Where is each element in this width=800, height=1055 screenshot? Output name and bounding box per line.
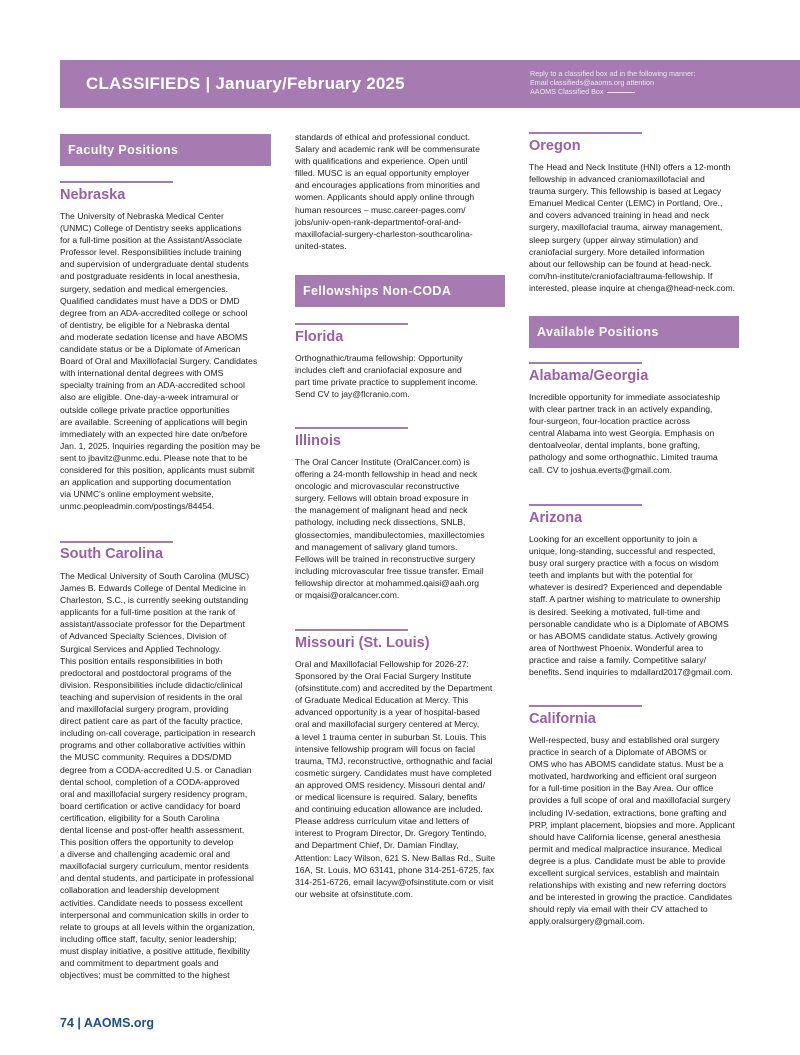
listing-body-florida — [295, 352, 478, 400]
listing-line: advanced opportunity is a year of hospital-based — [295, 707, 480, 718]
listing-line: predoctoral and postdoctoral programs of the — [60, 667, 232, 678]
listing-line: considered for this position, applicants must submit — [60, 464, 255, 475]
listing-line: outside college private practice opportunities — [60, 404, 230, 415]
listing-line: united-states. — [295, 240, 347, 251]
state-heading-missouri: Missouri (St. Louis) — [295, 635, 430, 651]
listing-line: cosmetic surgery. Candidates must have completed — [295, 767, 492, 778]
listing-line: relationships with existing and new referring doctors — [529, 880, 727, 891]
listing-line: division. Responsibilities include didactic/clinical — [60, 679, 243, 690]
listing-line: surgery. Fellows will obtain broad exposure in — [295, 493, 469, 504]
listing-line: This position offers the opportunity to develop — [60, 837, 234, 848]
listing-line: and moderate sedation license and have ABOMS — [60, 331, 248, 342]
listing-body-arizona — [529, 533, 733, 678]
listing-body-missouri — [295, 658, 495, 900]
banner-title: CLASSIFIEDS | January/February 2025 — [86, 74, 405, 93]
listing-line: an application and supporting documentation — [60, 477, 232, 488]
listing-line: dental license and post-offer health assessment. — [60, 824, 245, 835]
listing-line: Board of Oral and Maxillofacial Surgery. Candidates — [60, 356, 258, 367]
listing-line: for a full-time position in the Bay Area. Our office — [529, 783, 714, 794]
listing-line: com/hn-institute/craniofacialtrauma-fellowship. If — [529, 270, 713, 281]
listing-line: practice in search of a Diplomate of ABOMS or — [529, 747, 707, 758]
listing-line: and commitment to department goals and — [60, 958, 219, 968]
listing-line: busy oral surgery practice with a focus on wisdom — [529, 558, 719, 569]
listing-line: The Medical University of South Carolina (MUSC) — [60, 571, 250, 581]
listing-line: permit and medical malpractice insurance. Medical — [529, 843, 722, 854]
listing-line: standards of ethical and professional conduct. — [295, 132, 470, 142]
listing-line: applicants for a full-time position at the rank of — [60, 607, 236, 618]
divider-rule — [60, 541, 173, 543]
listing-line: relate to groups at all levels within the organization, — [60, 921, 255, 932]
listing-line: and management of salivary gland tumors. — [295, 541, 458, 552]
listing-line: fellowship director at mohammed.qaisi@aah.org — [295, 577, 480, 588]
listing-line: practice and raise a family. Competitive salary/ — [529, 654, 707, 665]
listing-line: women. Applicants should apply online through — [295, 192, 475, 203]
listing-line: teaching and supervision of residents in the oral — [60, 691, 243, 702]
listing-line: direct patient care as part of the faculty practice, — [60, 716, 243, 727]
listing-line: or has ABOMS candidate status. Actively growing — [529, 630, 718, 641]
listing-line: a diverse and challenging academic oral and — [60, 849, 231, 860]
listing-line: surgery, maxillofacial trauma, airway management, — [529, 222, 723, 233]
listing-line: and postgraduate residents in local anesthesia, — [60, 271, 240, 282]
listing-line: and encourages applications from minorities and — [295, 180, 480, 191]
reply-line: Email classifieds@aaoms.org attention — [530, 78, 654, 87]
listing-line: includes cleft and craniofacial exposure and — [295, 365, 462, 376]
listing-line: staff. A partner wishing to matriculate to ownership — [529, 594, 721, 605]
listing-line: for a full-time position at the Assistant/Associate — [60, 235, 242, 246]
listing-line: including office staff, faculty, senior leadership; — [60, 933, 237, 944]
listing-line: provides a full scope of oral and maxillofacial surgery — [529, 795, 731, 806]
listing-line: pathology and some orthognathic. Limited trauma — [529, 452, 718, 463]
listing-line: teeth and implants but with the potential for — [529, 570, 693, 581]
listing-line: Qualified candidates must have a DDS or DMD — [60, 295, 240, 306]
listing-line: Sponsored by the Oral Facial Surgery Institute — [295, 671, 472, 682]
listing-line: Salary and academic rank will be commensurate — [295, 144, 480, 155]
listing-line: surgery, sedation and medical emergencies. — [60, 283, 228, 294]
state-heading-arizona: Arizona — [529, 510, 583, 526]
divider-rule — [529, 362, 642, 364]
listing-line: apply.oralsurgery@gmail.com. — [529, 916, 645, 927]
listing-line: of Advanced Specialty Sciences, Division of — [60, 631, 227, 642]
listing-line: are available. Screening of applications will begin — [60, 416, 248, 427]
listing-line: fellowship in advanced craniomaxillofacial and — [529, 174, 705, 185]
listing-line: offering a 24-month fellowship in head and neck — [295, 469, 478, 480]
listing-line: This position entails responsibilities in both — [60, 655, 223, 666]
listing-line: objectives; must be committed to the highest — [60, 970, 230, 981]
listing-line: Fellows will be trained in reconstructive surgery — [295, 553, 476, 564]
listing-line: the management of malignant head and neck — [295, 505, 468, 516]
listing-line: of Graduate Medical Education at Mercy. This — [295, 695, 469, 706]
listing-line: Charleston, S.C., is currently seeking outstanding — [60, 595, 249, 606]
listing-line: Orthognathic/trauma fellowship: Opportunity — [295, 353, 463, 363]
listing-line: candidate status or be a Diplomate of American — [60, 344, 241, 355]
listing-body-south-carolina-continued — [295, 131, 480, 252]
listing-line: filled. MUSC is an equal opportunity employer — [295, 168, 470, 179]
state-heading-nebraska: Nebraska — [60, 187, 126, 203]
listing-line: or medical licensure is required. Salary, benefits — [295, 792, 478, 803]
listing-body-nebraska — [60, 210, 260, 512]
listing-line: our website at ofsinstitute.com. — [295, 888, 413, 899]
listing-line: and continuing education allowance are included. — [295, 804, 483, 815]
listing-line: jobs/univ-open-rank-departmentof-oral-and- — [295, 216, 462, 227]
listing-line: or mqaisi@oralcancer.com. — [295, 590, 400, 601]
listing-line: glossectomies, mandibulectomies, maxillectomies — [295, 529, 485, 540]
listing-line: an approved OMS residency. Missouri dental and/ — [295, 779, 485, 790]
listing-line: (UNMC) College of Dentistry seeks applications — [60, 223, 242, 234]
listing-line: specialty training from an ADA-accredited school — [60, 380, 245, 391]
listing-line: programs and other collaborative activities within — [60, 740, 246, 751]
state-heading-alabama-georgia: Alabama/Georgia — [529, 368, 649, 384]
state-heading-oregon: Oregon — [529, 138, 581, 154]
listing-line: Emanuel Medical Center (LEMC) in Portland, Ore., — [529, 198, 723, 209]
listing-line: The University of Nebraska Medical Center — [60, 211, 224, 221]
listing-line: oral and maxillofacial surgery residency program, — [60, 788, 248, 799]
page-footer: 74 | AAOMS.org — [60, 1016, 155, 1030]
listing-line: trauma surgery. This fellowship is based at Legacy — [529, 186, 722, 197]
listing-line: with international dental degrees with OMS — [60, 368, 224, 379]
listing-line: Surgical Services and Applied Technology. — [60, 643, 222, 654]
listing-body-illinois — [295, 456, 485, 601]
listing-line: human resources – musc.career-pages.com/ — [295, 204, 466, 215]
listing-line: and be interested in growing the practice. Candidates — [529, 892, 733, 903]
listing-line: oncologic and microvascular reconstructive — [295, 481, 460, 492]
listing-line: collaboration and leadership development — [60, 885, 220, 896]
listing-line: via UNMC's online employment website, — [60, 489, 214, 500]
listing-line: dental school, completion of a CODA-approved — [60, 776, 240, 787]
listing-line: interest to Program Director, Dr. Gregory Tentindo, — [295, 828, 487, 839]
listing-line: area of Northwest Phoenix. Wonderful area to — [529, 642, 704, 653]
listing-line: about our fellowship can be found at head-neck. — [529, 258, 712, 269]
listing-line: the MUSC community. Requires a DDS/DMD — [60, 752, 232, 763]
listing-line: and Department Chief, Dr. Damian Findlay, — [295, 840, 459, 851]
listing-line: central Alabama into west Georgia. Emphasis on — [529, 428, 715, 439]
listing-line: Please address curriculum vitae and letters of — [295, 816, 469, 827]
reply-line — [530, 87, 695, 96]
listing-line: degree is a plus. Candidate must be able to provide — [529, 855, 726, 866]
listing-line: dentoalveolar, dental implants, bone grafting, — [529, 440, 701, 451]
listing-body-oregon — [529, 161, 735, 294]
listing-line: unique, long-standing, successful and respected, — [529, 546, 716, 557]
listing-line: personable candidate who is a Diplomate of ABOMS — [529, 618, 729, 629]
listing-line: maxillofacial-surgery-charleston-southcarolina- — [295, 228, 473, 239]
listing-line: James B. Edwards College of Dental Medicine in — [60, 583, 246, 594]
reply-line-text: AAOMS Classified Box — [530, 87, 604, 96]
listing-line: of dentistry, be eligible for a Nebraska dental — [60, 319, 230, 330]
listing-line: degree from a CODA-accredited U.S. or Canadian — [60, 764, 252, 775]
divider-rule — [295, 629, 408, 631]
listing-line: must display initiative, a positive attitude, flexibility — [60, 945, 251, 956]
listing-line: Send CV to jay@flcranio.com. — [295, 389, 410, 400]
listing-line: OMS who has ABOMS candidate status. Must be a — [529, 759, 724, 770]
divider-rule — [529, 504, 642, 506]
box-number-blank — [607, 92, 635, 93]
listing-line: The Oral Cancer Institute (OralCancer.com) is — [295, 457, 470, 467]
listing-line: degree from an ADA-accredited college or school — [60, 307, 248, 318]
divider-rule — [60, 181, 173, 183]
listing-line: four-surgeon, four-location practice across — [529, 416, 690, 427]
listing-line: benefits. Send inquiries to mdallard2017@gmail.com. — [529, 667, 733, 678]
listing-line: trauma, TMJ, reconstructive, orthognathic and facial — [295, 755, 493, 766]
listing-line: oral and maxillofacial surgery centered at Mercy, — [295, 719, 480, 730]
listing-line: should have California license, general anesthesia — [529, 831, 721, 842]
listing-line: unmc.peopleadmin.com/postings/84454. — [60, 501, 215, 512]
listing-line: including on-call coverage, participation in research — [60, 728, 256, 739]
listing-line: and dental students, and participate in professional — [60, 873, 254, 884]
divider-rule — [295, 323, 408, 325]
listing-line: (ofsinstitute.com) and accredited by the Department — [295, 683, 493, 694]
listing-line: immediately with an expected hire date on/before — [60, 428, 248, 439]
listing-line: Professor level. Responsibilities include training — [60, 247, 242, 258]
divider-rule — [529, 705, 642, 707]
listing-line: part time private practice to supplement income. — [295, 377, 478, 388]
section-available-positions: Available Positions — [529, 316, 739, 348]
listing-line: 16A, St. Louis, MO 63141, phone 314-251-6725, fax — [295, 864, 495, 875]
listing-line: craniofacial surgery. More detailed information — [529, 246, 705, 257]
listing-line: including IV-sedation, extractions, bone grafting and — [529, 807, 727, 818]
listing-line: Incredible opportunity for immediate associateship — [529, 392, 721, 402]
listing-line: certification, eligibility for a South Carolina — [60, 812, 220, 823]
listing-line: pathology, including neck dissections, SNLB, — [295, 517, 466, 528]
state-heading-south-carolina: South Carolina — [60, 546, 164, 562]
listing-line: sent to jbavitz@unmc.edu. Please note that to be — [60, 452, 248, 463]
listing-line: should reply via email with their CV attached to — [529, 904, 708, 915]
state-heading-illinois: Illinois — [295, 433, 341, 449]
state-heading-california: California — [529, 711, 596, 727]
listing-body-california — [529, 734, 735, 928]
listing-line: call. CV to joshua.everts@gmail.com. — [529, 464, 672, 475]
listing-line: Well-respected, busy and established oral surgery — [529, 735, 720, 745]
listing-line: with qualifications and experience. Open until — [295, 156, 468, 167]
listing-line: and covers advanced training in head and neck — [529, 210, 710, 221]
listing-line: intensive fellowship program will focus on facial — [295, 743, 476, 754]
listing-line: motivated, hardworking and efficient oral surgeon — [529, 771, 717, 782]
listing-line: interested, please inquire at chenga@head-neck.com. — [529, 282, 736, 293]
listing-line: maxillofacial surgery curriculum, mentor residents — [60, 861, 249, 872]
listing-line: assistant/associate professor for the Department — [60, 619, 245, 630]
listing-line: with clear partner track in an actively expanding, — [529, 404, 713, 415]
listing-line: a level 1 trauma center in suburban St. Louis. This — [295, 731, 487, 742]
listing-line: sleep surgery (upper airway stimulation) and — [529, 234, 699, 245]
listing-line: Attention: Lacy Wilson, 621 S. New Ballas Rd., Suite — [295, 852, 496, 863]
reply-instructions — [530, 69, 695, 96]
listing-line: and supervision of undergraduate dental students — [60, 259, 249, 270]
listing-line: also are eligible. One-day-a-week intramural or — [60, 392, 239, 403]
listing-line: whatever is desired? Experienced and dependable — [529, 582, 723, 593]
listing-line: The Head and Neck Institute (HNI) offers a 12-month — [529, 162, 731, 172]
section-faculty-positions: Faculty Positions — [60, 134, 271, 166]
listing-line: board certification or active candidacy for board — [60, 800, 241, 811]
divider-rule — [295, 427, 408, 429]
listing-line: 314-251-6726, email lacyw@ofsinstitute.com or visit — [295, 876, 494, 887]
listing-line: interpersonal and communication skills in order to — [60, 909, 249, 920]
listing-line: Jan. 1, 2025. Inquiries regarding the position may be — [60, 440, 261, 451]
listing-body-alabama-georgia — [529, 391, 720, 476]
listing-line: Oral and Maxillofacial Fellowship for 2026-27: — [295, 659, 469, 669]
classifieds-banner — [60, 60, 800, 108]
reply-line: Reply to a classified box ad in the following manner: — [530, 69, 696, 78]
listing-line: excellent surgical services, establish and maintain — [529, 868, 720, 879]
section-fellowships-non-coda: Fellowships Non-CODA — [295, 275, 505, 307]
state-heading-florida: Florida — [295, 329, 344, 345]
listing-line: is desired. Seeking a motivated, full-time and — [529, 606, 701, 617]
listing-line: activities. Candidate needs to possess excellent — [60, 897, 243, 908]
listing-line: including microvascular free tissue transfer. Email — [295, 565, 484, 576]
divider-rule — [529, 132, 642, 134]
listing-line: PRP, implant placement, biopsies and more. Applicant — [529, 819, 735, 830]
listing-line: Looking for an excellent opportunity to join a — [529, 534, 698, 544]
listing-body-south-carolina — [60, 570, 255, 981]
listing-line: and maxillofacial surgery program, providing — [60, 704, 229, 715]
